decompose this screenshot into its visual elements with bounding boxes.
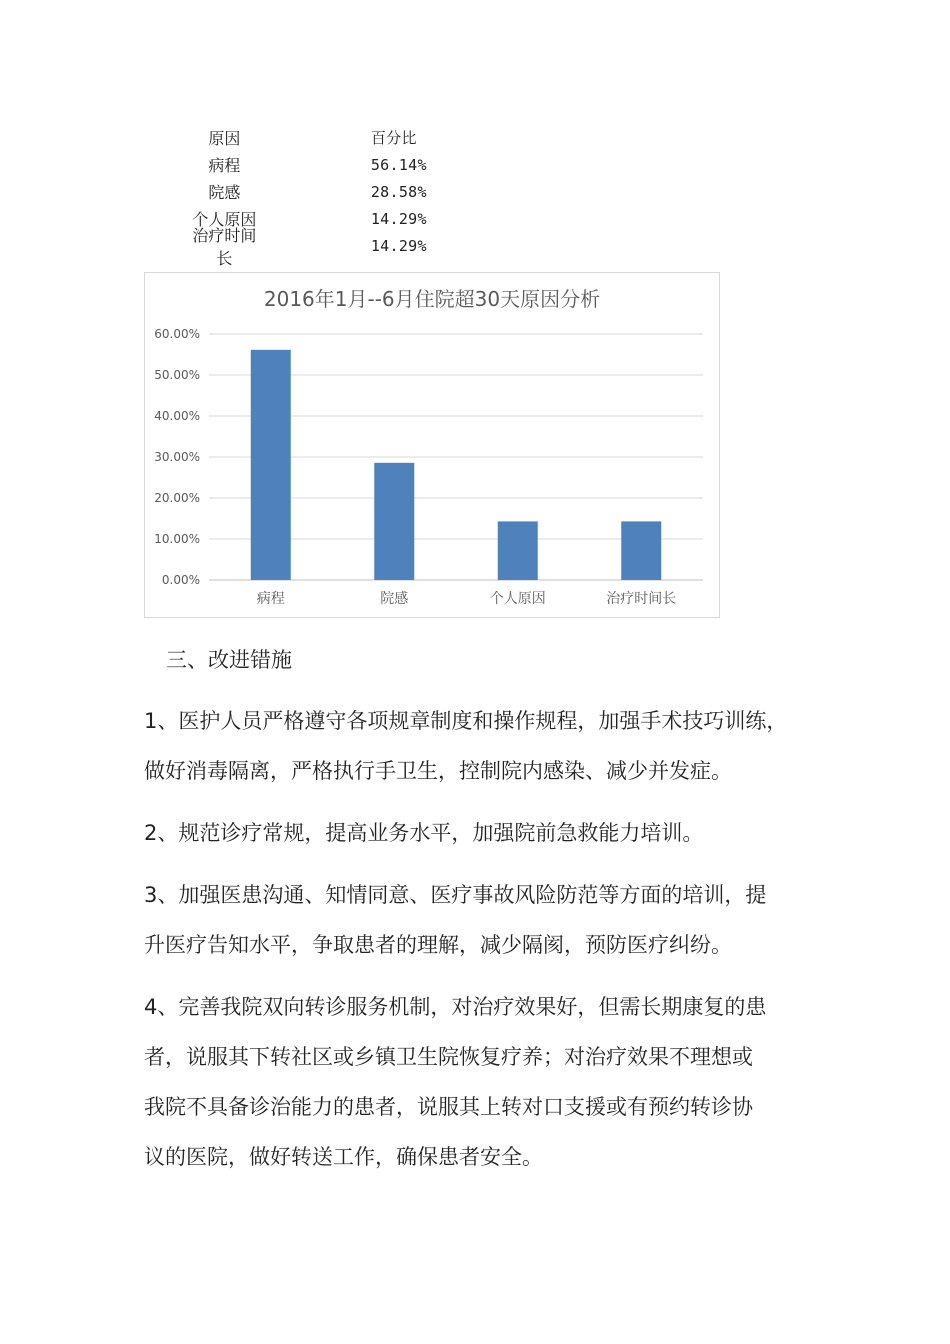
paragraph-line: 3、加强医患沟通、知情同意、医疗事故风险防范等方面的培训，提 — [144, 883, 767, 907]
y-tick-label: 30.00% — [154, 450, 200, 464]
paragraph-4 — [144, 982, 834, 1182]
table-cell-reason: 院感 — [208, 183, 241, 202]
paragraph-line: 4、完善我院双向转诊服务机制，对治疗效果好，但需长期康复的患 — [144, 995, 767, 1019]
x-tick-label: 个人原因 — [489, 591, 546, 607]
y-tick-label: 60.00% — [154, 327, 200, 341]
table-cell-reason: 治疗时间长 — [192, 225, 257, 268]
paragraph-line: 升医疗告知水平，争取患者的理解，减少隔阂，预防医疗纠纷。 — [144, 933, 732, 957]
section-heading: 三、改进错施 — [166, 648, 292, 672]
paragraph-line: 做好消毒隔离，严格执行手卫生，控制院内感染、减少并发症。 — [144, 759, 732, 783]
y-tick-label: 10.00% — [154, 532, 200, 546]
paragraph-2 — [144, 808, 834, 858]
table-row — [190, 151, 490, 178]
table-cell-reason: 个人原因 — [192, 210, 257, 229]
chart-title: 2016年1月--6月住院超30天原因分析 — [263, 287, 601, 311]
table-row — [190, 178, 490, 205]
table-cell-percent: 28.58% — [370, 182, 427, 201]
y-tick-label: 50.00% — [154, 368, 200, 382]
paragraph-1 — [144, 696, 834, 796]
y-tick-label: 40.00% — [154, 409, 200, 423]
reason-table — [190, 124, 490, 268]
table-cell-reason: 病程 — [208, 156, 241, 175]
table-header-row — [190, 124, 490, 151]
x-tick-label: 治疗时间长 — [606, 591, 677, 607]
paragraph-line: 者，说服其下转社区或乡镇卫生院恢复疗养；对治疗效果不理想或 — [144, 1045, 753, 1069]
y-tick-label: 0.00% — [161, 573, 200, 587]
paragraph-line: 我院不具备诊治能力的患者，说服其上转对口支援或有预约转诊协 — [144, 1095, 753, 1119]
bar — [498, 521, 538, 580]
paragraph-line: 议的医院，做好转送工作，确保患者安全。 — [144, 1145, 543, 1169]
table-cell-percent: 56.14% — [370, 155, 427, 174]
x-tick-label: 病程 — [256, 591, 285, 607]
bar-chart-svg — [145, 273, 721, 619]
table-header-reason: 原因 — [208, 129, 241, 148]
y-tick-label: 20.00% — [154, 491, 200, 505]
x-tick-label: 院感 — [380, 591, 409, 607]
bar-chart — [144, 272, 720, 618]
paragraph-line: 2、规范诊疗常规，提高业务水平，加强院前急救能力培训。 — [144, 821, 704, 845]
bar — [621, 521, 661, 580]
paragraph-3 — [144, 870, 834, 970]
table-row — [190, 225, 490, 268]
bar — [374, 463, 414, 580]
table-header-percent: 百分比 — [370, 129, 417, 147]
bar — [251, 350, 291, 580]
table-cell-percent: 14.29% — [370, 236, 427, 255]
paragraph-line: 1、医护人员严格遵守各项规章制度和操作规程，加强手术技巧训练， — [144, 709, 788, 733]
table-cell-percent: 14.29% — [370, 209, 427, 228]
